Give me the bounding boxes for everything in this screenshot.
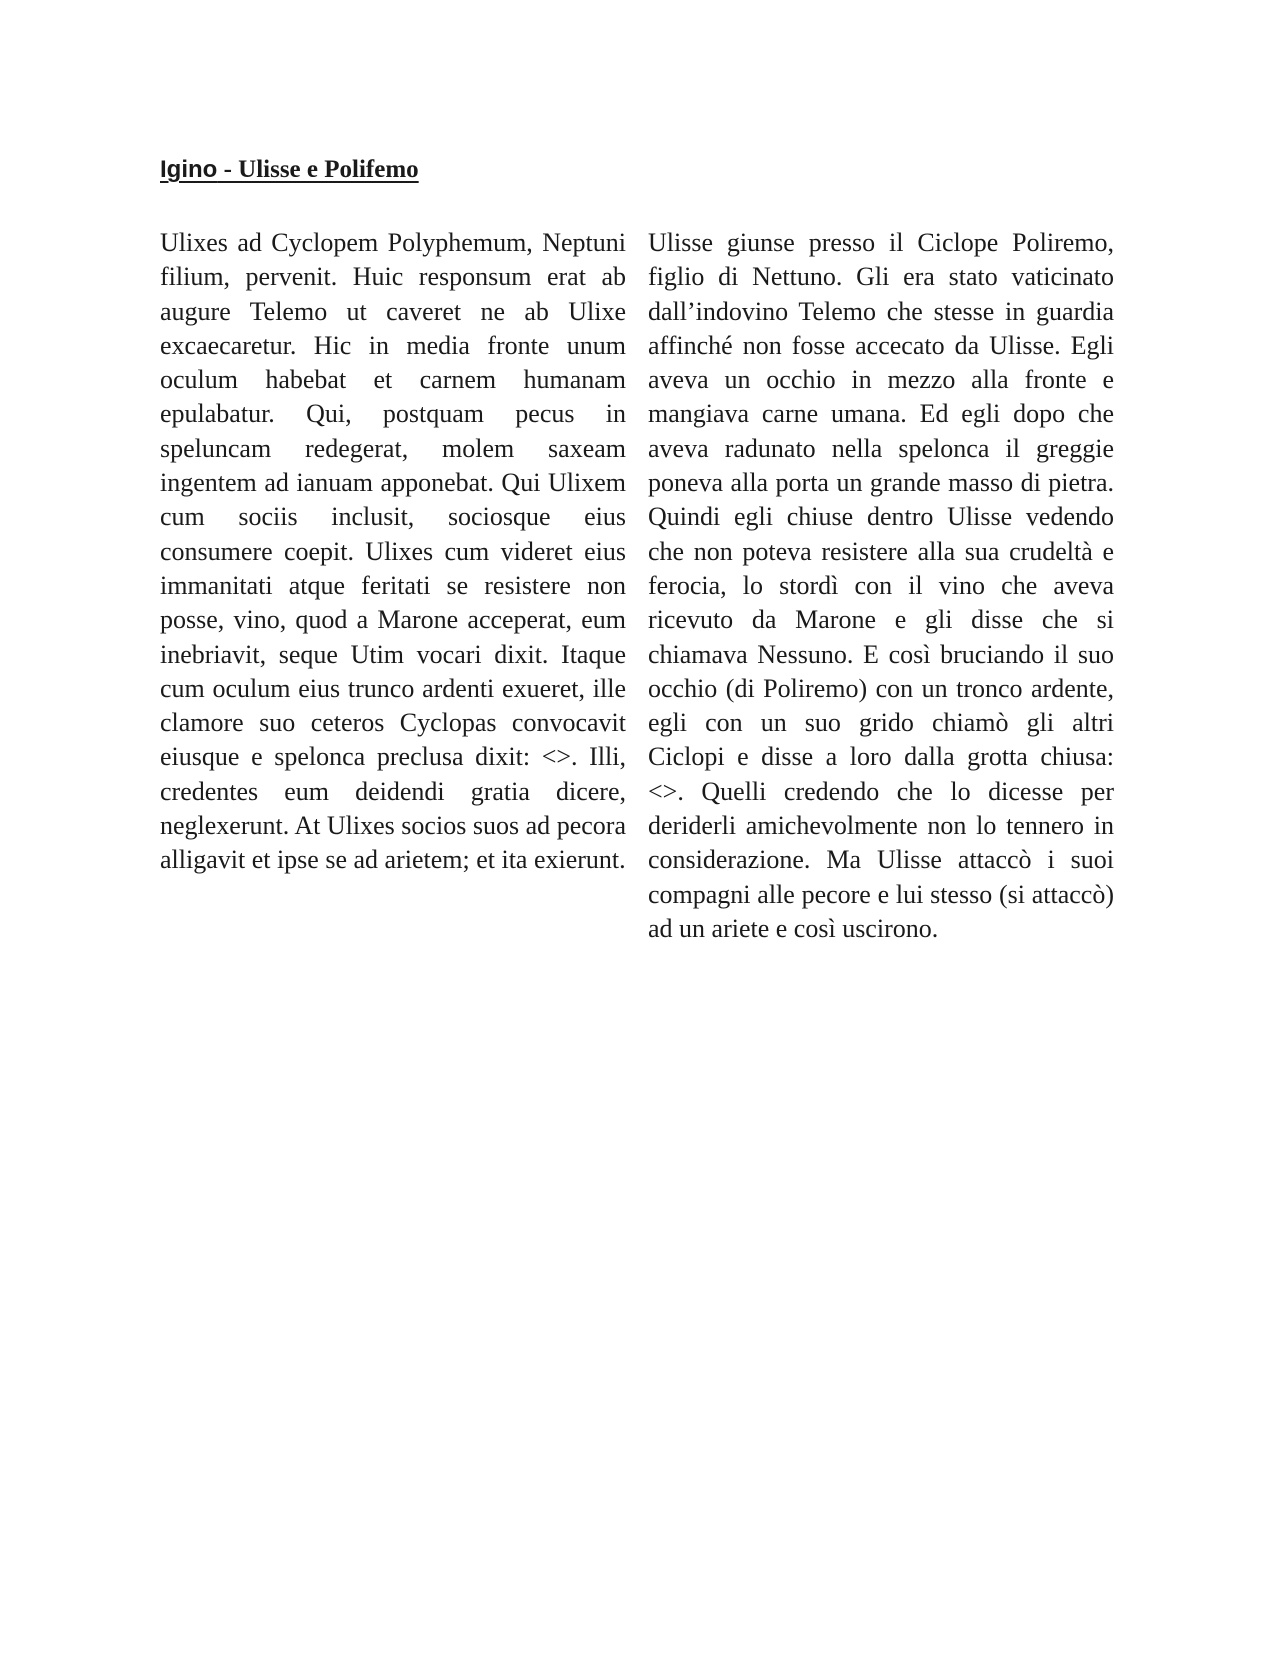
title-author: Igino [160,156,218,183]
latin-text-column: Ulixes ad Cyclopem Polyphemum, Neptuni filium, pervenit. Huic responsum erat ab augure Telemo ut caveret ne ab Ulixe excaecaretur. Hic in media fronte unum oculum habebat et carnem humanam epulabatur. Qui, postquam pecus in speluncam redegerat, molem saxeam ingentem ad ianuam apponebat. Qui Ulixem cum sociis inclusit, sociosque eius consumere coepit. Ulixes cum videret eius immanitati atque feritati se resistere non posse, vino, quod a Marone acceperat, eum inebriavit, seque Utim vocari dixit. Itaque cum oculum eius trunco ardenti exueret, ille clamore suo ceteros Cyclopas convocavit eiusque e spelonca preclusa dixit: <>. Illi, credentes eum deidendi gratia dicere, neglexerunt. At Ulixes socios suos ad pecora alligavit et ipse se ad arietem; et ita exierunt. [160,228,626,875]
italian-translation-column: Ulisse giunse presso il Ciclope Poliremo, figlio di Nettuno. Gli era stato vaticinato dall’indovino Telemo che stesse in guardia affinché non fosse accecato da Ulisse. Egli aveva un occhio in mezzo alla fronte e mangiava carne umana. Ed egli dopo che aveva radunato nella spelonca il greggie poneva alla porta un grande masso di pietra. Quindi egli chiuse dentro Ulisse vedendo che non poteva resistere alla sua crudeltà e ferocia, lo stordì con il vino che aveva ricevuto da Marone e gli disse che si chiamava Nessuno. E così bruciando il suo occhio (di Poliremo) con un tronco ardente, egli con un suo grido chiamò gli altri Ciclopi e disse a loro dalla grotta chiusa: <>. Quelli credendo che lo dicesse per deriderli amichevolmente non lo tennero in considerazione. Ma Ulisse attaccò i suoi compagni alle pecore e lui stesso (si attaccò) ad un ariete e così uscirono. [648,228,1114,943]
document-title [160,150,419,190]
title-subject: - Ulisse e Polifemo [217,156,419,183]
